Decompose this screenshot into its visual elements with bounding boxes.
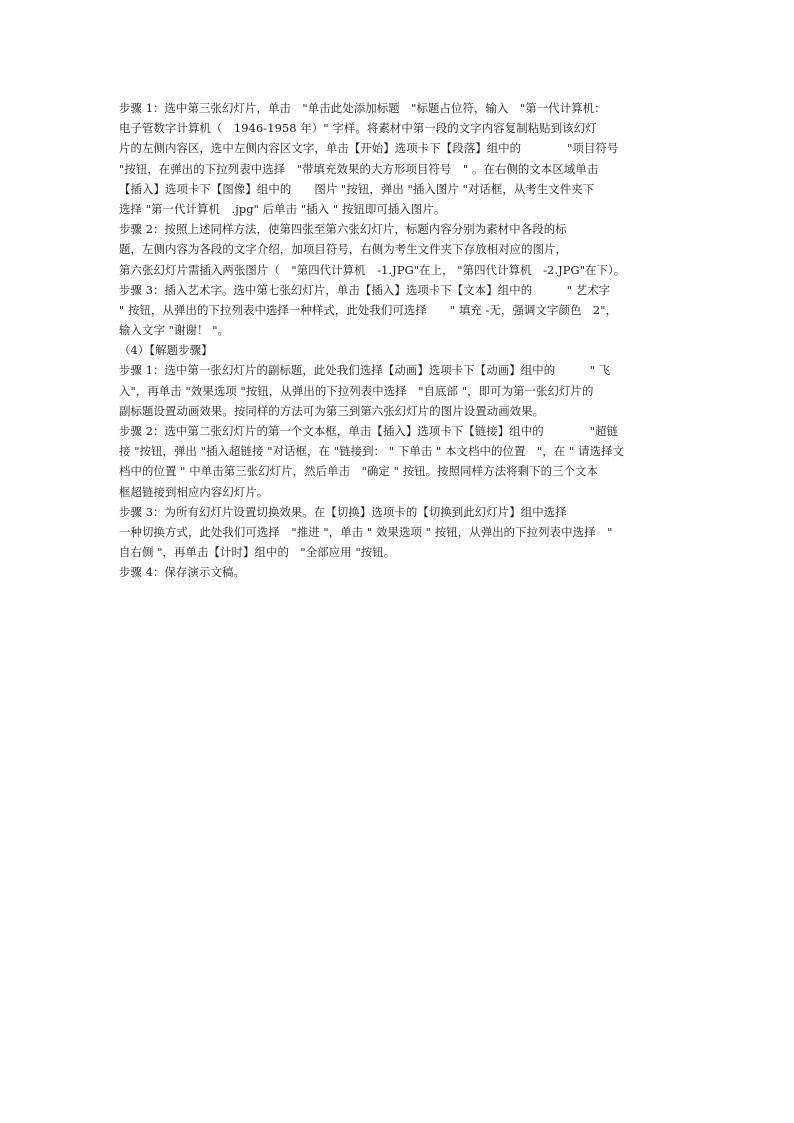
text-line: 接 "按钮，弹出 "插入超链接 "对话框，在 "链接到： " 下单击 " 本文档中的位置 "，在 " 请选择文 bbox=[119, 444, 625, 459]
text-line: 步骤 1：选中第三张幻灯片，单击 "单击此处添加标题 "标题占位符，输入 "第一代计算机： bbox=[119, 101, 606, 115]
text-line: 档中的位置 " 中单击第三张幻灯片，然后单击 "确定 " 按钮。按照同样方法将剩下的三个文本 bbox=[119, 464, 599, 479]
text-line: 【插入】选项卡下【图像】组中的 图片 "按钮，弹出 "插入图片 "对话框，从考生文件夹下 bbox=[119, 181, 595, 196]
text-line: 一种切换方式，此处我们可选择 "推进 "，单击 " 效果选项 " 按钮，从弹出的下拉列表中选择 " bbox=[119, 524, 613, 539]
text-line: 电子管数字计算机（ 1946-1958 年）" 字样。将素材中第一段的文字内容复制粘贴到该幻灯 bbox=[119, 121, 597, 136]
text-line: 步骤 3：为所有幻灯片设置切换效果。在【切换】选项卡的【切换到此幻灯片】组中选择 bbox=[119, 504, 567, 519]
text-line: 第六张幻灯片需插入两张图片（ "第四代计算机 -1.JPG"在上， "第四代计算机 -2.JPG"在下）。 bbox=[119, 262, 626, 277]
text-line: 副标题设置动画效果。按同样的方法可为第三到第六张幻灯片的图片设置动画效果。 bbox=[119, 403, 545, 418]
text-line: 题，左侧内容为各段的文字介绍，加项目符号，右侧为考生文件夹下存放相对应的图片， bbox=[119, 242, 568, 257]
text-line: 入"，再单击 "效果选项 "按钮，从弹出的下拉列表中选择 "自底部 "，即可为第一张幻灯片的 bbox=[119, 383, 594, 398]
text-line: 框超链接到相应内容幻灯片。 bbox=[119, 484, 269, 499]
text-line: 步骤 4：保存演示文稿。 bbox=[119, 565, 245, 580]
text-line: 步骤 2：按照上述同样方法，使第四张至第六张幻灯片，标题内容分别为素材中各段的标 bbox=[119, 222, 567, 237]
text-line: "按钮，在弹出的下拉列表中选择 "带填充效果的大方形项目符号 " 。在右侧的文本区域单击 bbox=[119, 161, 599, 176]
text-line: " 按钮，从弹出的下拉列表中选择一种样式，此处我们可选择 " 填充 -无，强调文字颜色 2"， bbox=[119, 302, 618, 317]
text-line: 选择 "第一代计算机 .jpg" 后单击 "插入 " 按钮即可插入图片。 bbox=[119, 201, 446, 216]
text-line: 片的左侧内容区，选中左侧内容区文字，单击【开始】选项卡下【段落】组中的 "项目符号 bbox=[119, 141, 619, 156]
text-line: 步骤 3：插入艺术字。选中第七张幻灯片，单击【插入】选项卡下【文本】组中的 " 艺术字 bbox=[119, 282, 611, 297]
text-line: 步骤 1：选中第一张幻灯片的副标题，此处我们选择【动画】选项卡下【动画】组中的 " 飞 bbox=[119, 363, 611, 378]
document-body bbox=[119, 98, 679, 583]
section-heading: （4）【解题步骤】 bbox=[119, 343, 213, 358]
text-line: 输入文字 "谢谢！ "。 bbox=[119, 323, 230, 338]
text-line: 步骤 2：选中第二张幻灯片的第一个文本框，单击【插入】选项卡下【链接】组中的 "超链 bbox=[119, 424, 619, 438]
text-line: 自右侧 "，再单击【计时】组中的 "全部应用 "按钮。 bbox=[119, 545, 396, 560]
